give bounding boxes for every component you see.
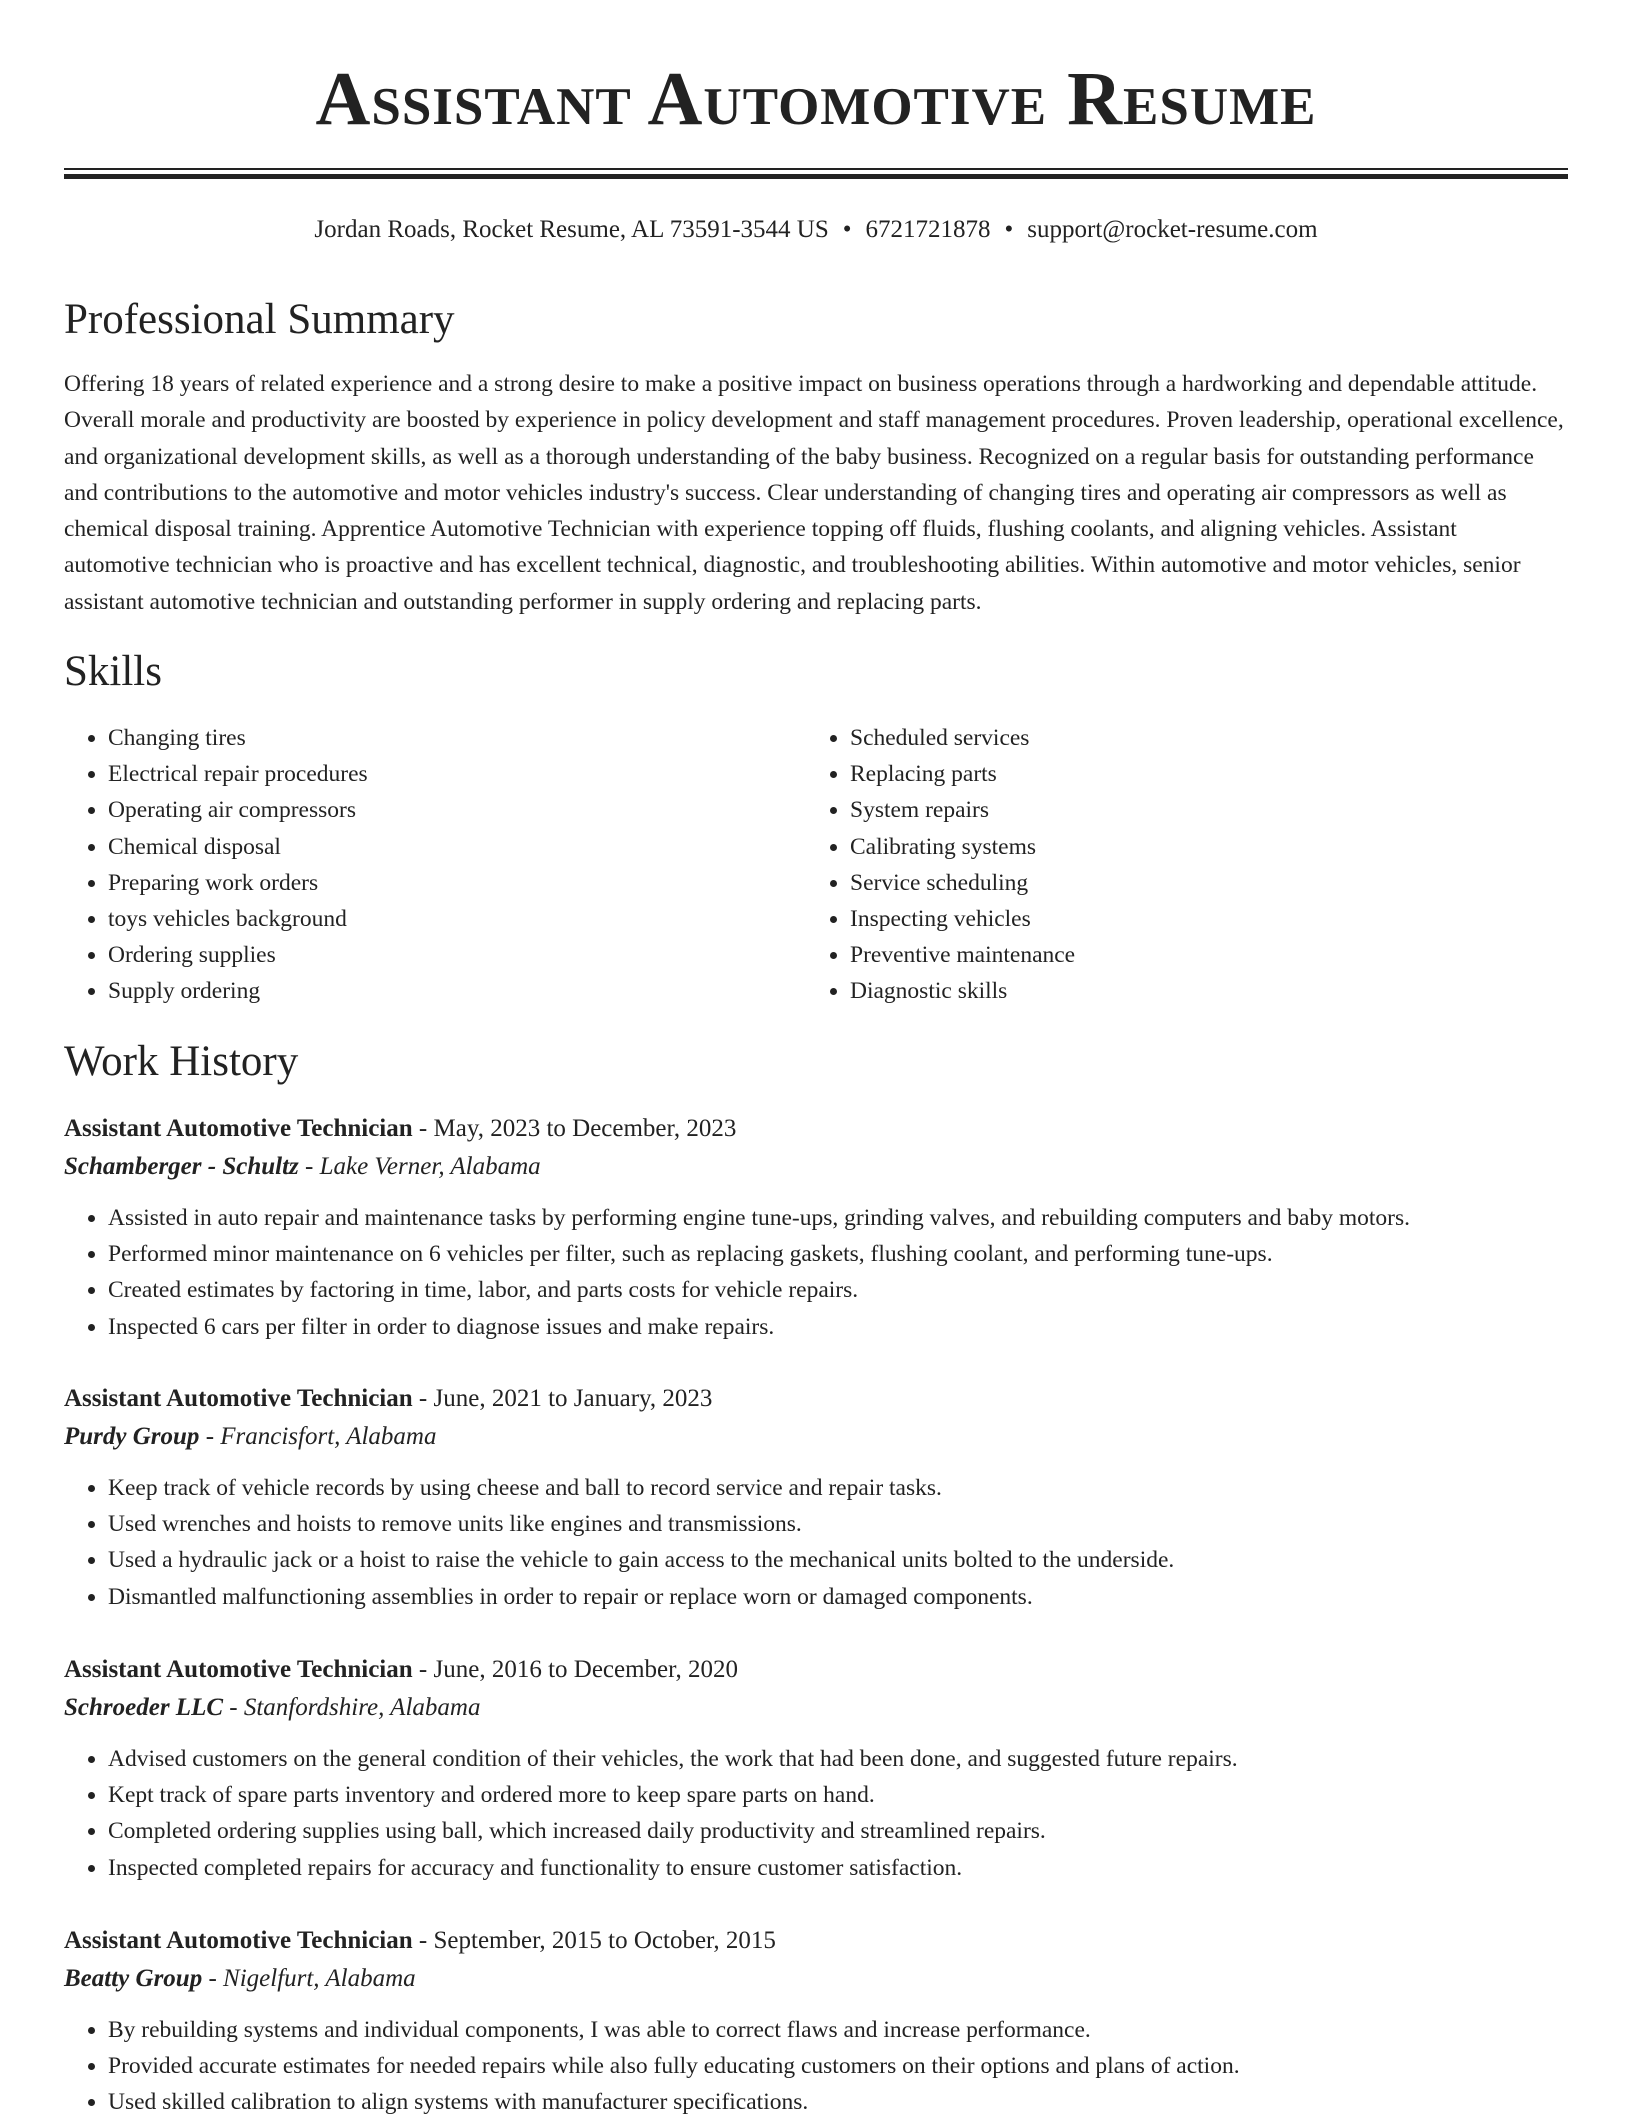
job-bullet: • Used skilled calibration to align systems with manufacturer specifications. — [108, 2084, 1568, 2120]
skill-item: • Operating air compressors — [108, 792, 764, 828]
job-dates: - May, 2023 to December, 2023 — [412, 1115, 737, 1142]
skills-column-right — [806, 720, 1506, 1010]
skill-item: • Replacing parts — [850, 756, 1506, 792]
contact-phone: 6721721878 — [865, 216, 991, 243]
job-title: Assistant Automotive Technician — [64, 1927, 413, 1954]
job-dates: - June, 2021 to January, 2023 — [412, 1385, 713, 1412]
job-bullet: • Kept track of spare parts inventory and ordered more to keep spare parts on hand. — [108, 1777, 1568, 1813]
job-dates: - June, 2016 to December, 2020 — [412, 1656, 738, 1683]
job-title-line — [64, 1922, 1568, 1960]
job-location: - Stanfordshire, Alabama — [223, 1694, 481, 1721]
resume-title: Assistant Automotive Resume — [315, 57, 1317, 141]
job-entry — [64, 1380, 1568, 1615]
skills-heading: Skills — [64, 648, 162, 695]
summary-heading: Professional Summary — [64, 296, 455, 343]
contact-email: support@rocket-resume.com — [1027, 216, 1318, 243]
job-bullet: • Completed ordering supplies using ball, which increased daily productivity and streamlined repairs. — [108, 1813, 1568, 1849]
job-title-line — [64, 1651, 1568, 1689]
job-company: Purdy Group — [64, 1423, 200, 1450]
job-bullet: • Used a hydraulic jack or a hoist to raise the vehicle to gain access to the mechanical units bolted to the underside. — [108, 1542, 1568, 1578]
skill-item: • Scheduled services — [850, 720, 1506, 756]
job-company-line — [64, 1418, 1568, 1456]
job-bullet: • Performed minor maintenance on 6 vehicles per filter, such as replacing gaskets, flushing coolant, and performing tune-ups. — [108, 1236, 1568, 1272]
job-title: Assistant Automotive Technician — [64, 1656, 413, 1683]
job-location: - Francisfort, Alabama — [199, 1423, 437, 1450]
skill-item: • Inspecting vehicles — [850, 901, 1506, 937]
job-title: Assistant Automotive Technician — [64, 1115, 413, 1142]
job-bullet: • Advised customers on the general condition of their vehicles, the work that had been done, and suggested future repairs. — [108, 1741, 1568, 1777]
job-title-line — [64, 1110, 1568, 1148]
skill-item: • Preventive maintenance — [850, 937, 1506, 973]
skill-item: • Calibrating systems — [850, 829, 1506, 865]
job-bullet: • Keep track of vehicle records by using cheese and ball to record service and repair tasks. — [108, 1470, 1568, 1506]
job-bullet: • Dismantled malfunctioning assemblies in order to repair or replace worn or damaged components. — [108, 1579, 1568, 1615]
skill-item: • Chemical disposal — [108, 829, 764, 865]
skill-item: • Electrical repair procedures — [108, 756, 764, 792]
job-company-line — [64, 1960, 1568, 1998]
header-rule-thick — [64, 174, 1568, 179]
job-location: - Lake Verner, Alabama — [298, 1153, 541, 1180]
skills-column-left — [64, 720, 764, 1010]
skill-item: • Service scheduling — [850, 865, 1506, 901]
skill-item: • Diagnostic skills — [850, 973, 1506, 1009]
job-company: Schamberger - Schultz — [64, 1153, 299, 1180]
job-bullet: • Created estimates by factoring in time, labor, and parts costs for vehicle repairs. — [108, 1272, 1568, 1308]
job-bullet: • By rebuilding systems and individual components, I was able to correct flaws and increase performance. — [108, 2012, 1568, 2048]
header-rule-thin — [64, 168, 1568, 170]
resume-page — [64, 0, 1568, 2116]
contact-separator: • — [842, 216, 852, 243]
job-bullet: • Used wrenches and hoists to remove units like engines and transmissions. — [108, 1506, 1568, 1542]
contact-address: Jordan Roads, Rocket Resume, AL 73591-3544 US — [314, 216, 829, 243]
job-title-line — [64, 1380, 1568, 1418]
summary-text: Offering 18 years of related experience and a strong desire to make a positive impact on business operations through a hardworking and dependable attitude. Overall morale and productivity are boosted by experience in policy development and staff management procedures. Proven leadership, operational excellence, and organizational development skills, as well as a thorough understanding of the baby business. Recognized on a regular basis for outstanding performance and contributions to the automotive and motor vehicles industry's success. Clear understanding of changing tires and operating air compressors as well as chemical disposal training. Apprentice Automotive Technician with experience topping off fluids, flushing coolants, and aligning vehicles. Assistant automotive technician who is proactive and has excellent technical, diagnostic, and troubleshooting abilities. Within automotive and motor vehicles, senior assistant automotive technician and outstanding performer in supply ordering and replacing parts. — [64, 371, 1564, 615]
job-entry — [64, 1110, 1568, 1345]
contact-line — [64, 214, 1568, 246]
skill-item: • Preparing work orders — [108, 865, 764, 901]
job-bullet: • Assisted in auto repair and maintenance tasks by performing engine tune-ups, grinding valves, and rebuilding computers and baby motors. — [108, 1200, 1568, 1236]
skill-item: • toys vehicles background — [108, 901, 764, 937]
job-location: - Nigelfurt, Alabama — [202, 1965, 416, 1992]
skill-item: • Supply ordering — [108, 973, 764, 1009]
job-company: Beatty Group — [64, 1965, 203, 1992]
skill-item: • System repairs — [850, 792, 1506, 828]
job-company: Schroeder LLC — [64, 1694, 224, 1721]
skill-item: • Ordering supplies — [108, 937, 764, 973]
job-company-line — [64, 1148, 1568, 1186]
skill-item: • Changing tires — [108, 720, 764, 756]
job-entry — [64, 1922, 1568, 2121]
job-bullet: • Inspected completed repairs for accuracy and functionality to ensure customer satisfaction. — [108, 1850, 1568, 1886]
job-bullet: • Inspected 6 cars per filter in order to diagnose issues and make repairs. — [108, 1309, 1568, 1345]
job-entry — [64, 1651, 1568, 1886]
contact-separator: • — [1004, 216, 1014, 243]
job-company-line — [64, 1689, 1568, 1727]
job-bullet: • Provided accurate estimates for needed repairs while also fully educating customers on their options and plans of action. — [108, 2048, 1568, 2084]
job-title: Assistant Automotive Technician — [64, 1385, 413, 1412]
work-history-heading: Work History — [64, 1038, 299, 1085]
job-dates: - September, 2015 to October, 2015 — [412, 1927, 776, 1954]
